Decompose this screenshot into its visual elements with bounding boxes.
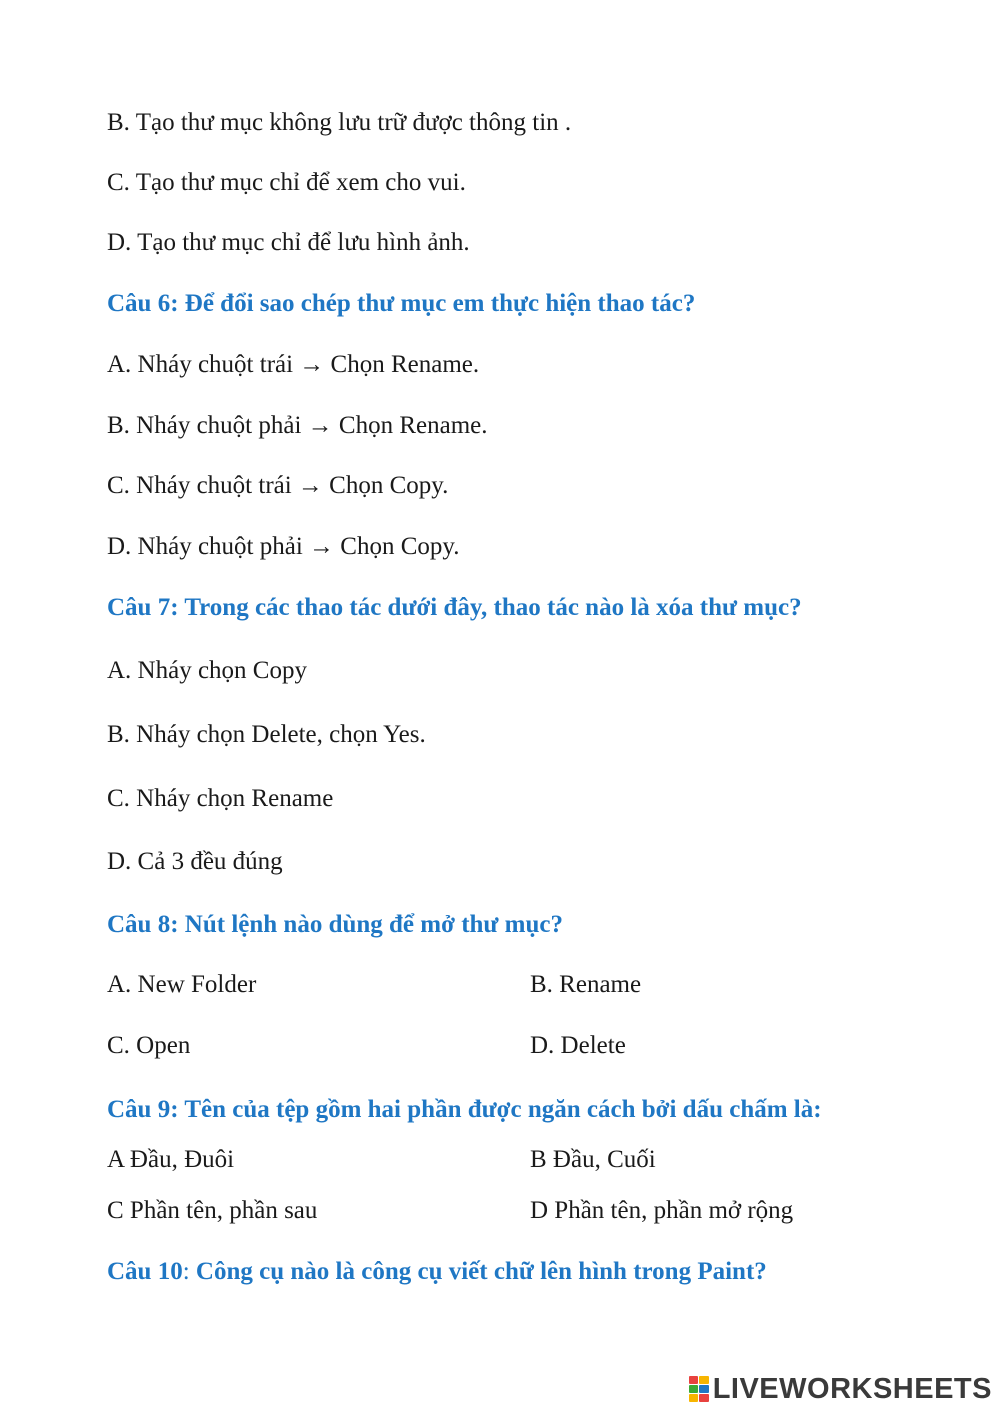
option-7c: C. Nháy chọn Rename: [107, 785, 334, 812]
option-5d: D. Tạo thư mục chỉ để lưu hình ảnh.: [107, 229, 470, 256]
option-8c: C. Open: [107, 1032, 191, 1059]
option-7b: B. Nháy chọn Delete, chọn Yes.: [107, 721, 426, 748]
option-8a: A. New Folder: [107, 971, 257, 998]
question-6: Câu 6: Để đổi sao chép thư mục em thực hiện thao tác?: [107, 290, 696, 317]
option-9a: A Đầu, Đuôi: [107, 1146, 235, 1173]
question-10-text: Công cụ nào là công cụ viết chữ lên hình trong Paint?: [189, 1258, 767, 1285]
option-9c: C Phần tên, phần sau: [107, 1197, 318, 1224]
question-7: Câu 7: Trong các thao tác dưới đây, thao tác nào là xóa thư mục?: [107, 594, 802, 621]
option-6d: D. Nháy chuột phải → Chọn Copy.: [107, 533, 460, 560]
option-7d: D. Cả 3 đều đúng: [107, 848, 283, 875]
question-10-colon: :: [182, 1258, 190, 1285]
question-10: [107, 1257, 767, 1287]
liveworksheets-icon: [689, 1376, 709, 1402]
option-5b: B. Tạo thư mục không lưu trữ được thông tin .: [107, 109, 572, 136]
option-9b: B Đầu, Cuối: [530, 1146, 656, 1173]
liveworksheets-wordmark: LIVEWORKSHEETS: [712, 1372, 992, 1405]
option-9d: D Phần tên, phần mở rộng: [530, 1197, 794, 1224]
option-5c: C. Tạo thư mục chỉ để xem cho vui.: [107, 169, 466, 196]
option-6c: C. Nháy chuột trái → Chọn Copy.: [107, 472, 449, 499]
option-7a: A. Nháy chọn Copy: [107, 657, 307, 684]
liveworksheets-logo: [689, 1371, 992, 1407]
option-6a: A. Nháy chuột trái → Chọn Rename.: [107, 351, 480, 378]
option-8d: D. Delete: [530, 1032, 626, 1059]
question-10-label: Câu 10: [107, 1258, 183, 1285]
question-8: Câu 8: Nút lệnh nào dùng để mở thư mục?: [107, 911, 564, 938]
question-9: Câu 9: Tên của tệp gồm hai phần được ngăn cách bởi dấu chấm là:: [107, 1096, 822, 1123]
option-8b: B. Rename: [530, 971, 642, 998]
option-6b: B. Nháy chuột phải → Chọn Rename.: [107, 412, 488, 439]
